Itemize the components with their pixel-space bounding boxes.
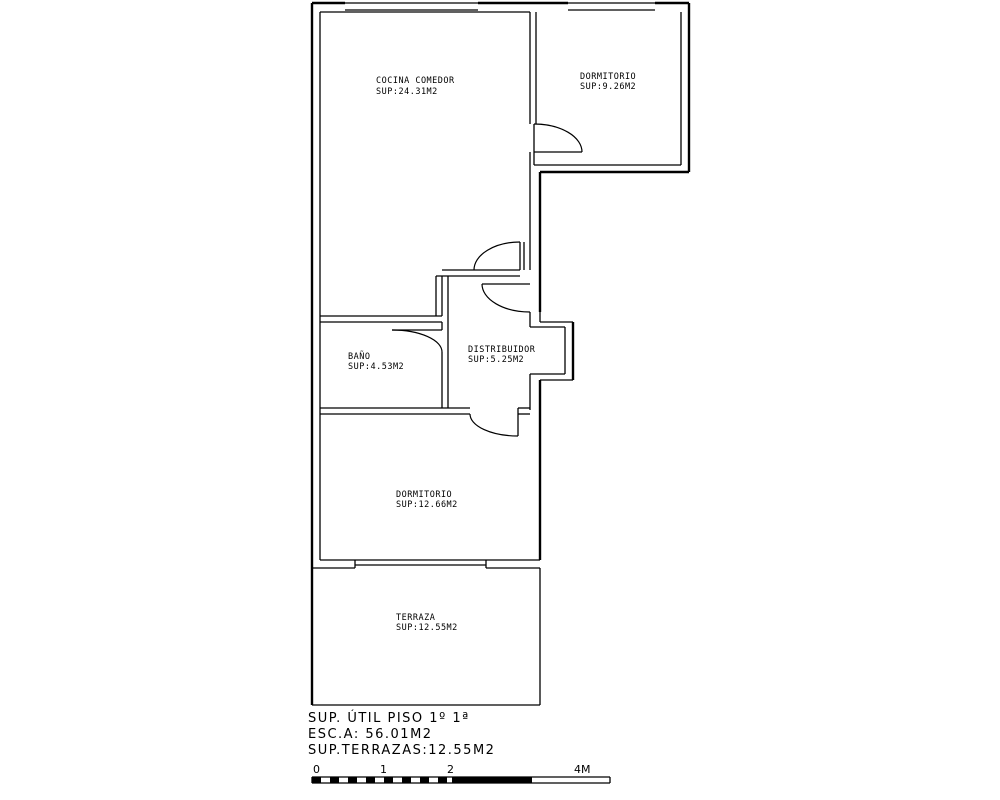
room-name: COCINA COMEDOR [376,76,455,86]
room-name: DORMITORIO [396,490,453,500]
summary-line-2: ESC.A: 56.01M2 [308,727,433,742]
area-summary [308,710,495,758]
scale-label-1: 1 [380,763,387,776]
room-name: TERRAZA [396,613,436,623]
room-label-bano [348,351,404,372]
scale-label-2: 2 [447,763,454,776]
room-area: SUP:4.53M2 [348,362,405,372]
room-name: BAÑO [348,352,371,362]
room-area: SUP:12.55M2 [396,623,458,633]
room-label-distribuidor [468,345,536,365]
room-label-dormitorio-2 [396,490,458,510]
room-name: DISTRIBUIDOR [468,345,536,355]
room-name: DORMITORIO [580,72,637,82]
room-area: SUP:24.31M2 [376,87,438,97]
room-label-terraza [396,613,458,633]
scale-label-4m: 4M [574,763,591,776]
scale-bar-segments [312,777,532,783]
room-label-cocina [376,76,455,97]
summary-line-3: SUP.TERRAZAS:12.55M2 [308,743,496,758]
scale-bar [312,763,610,783]
summary-line-1: SUP. ÚTIL PISO 1º 1ª [308,711,470,726]
room-area: SUP:5.25M2 [468,355,525,365]
room-label-dormitorio-1 [580,72,636,92]
room-area: SUP:12.66M2 [396,500,458,510]
scale-label-0: 0 [313,763,320,776]
room-area: SUP:9.26M2 [580,82,637,92]
